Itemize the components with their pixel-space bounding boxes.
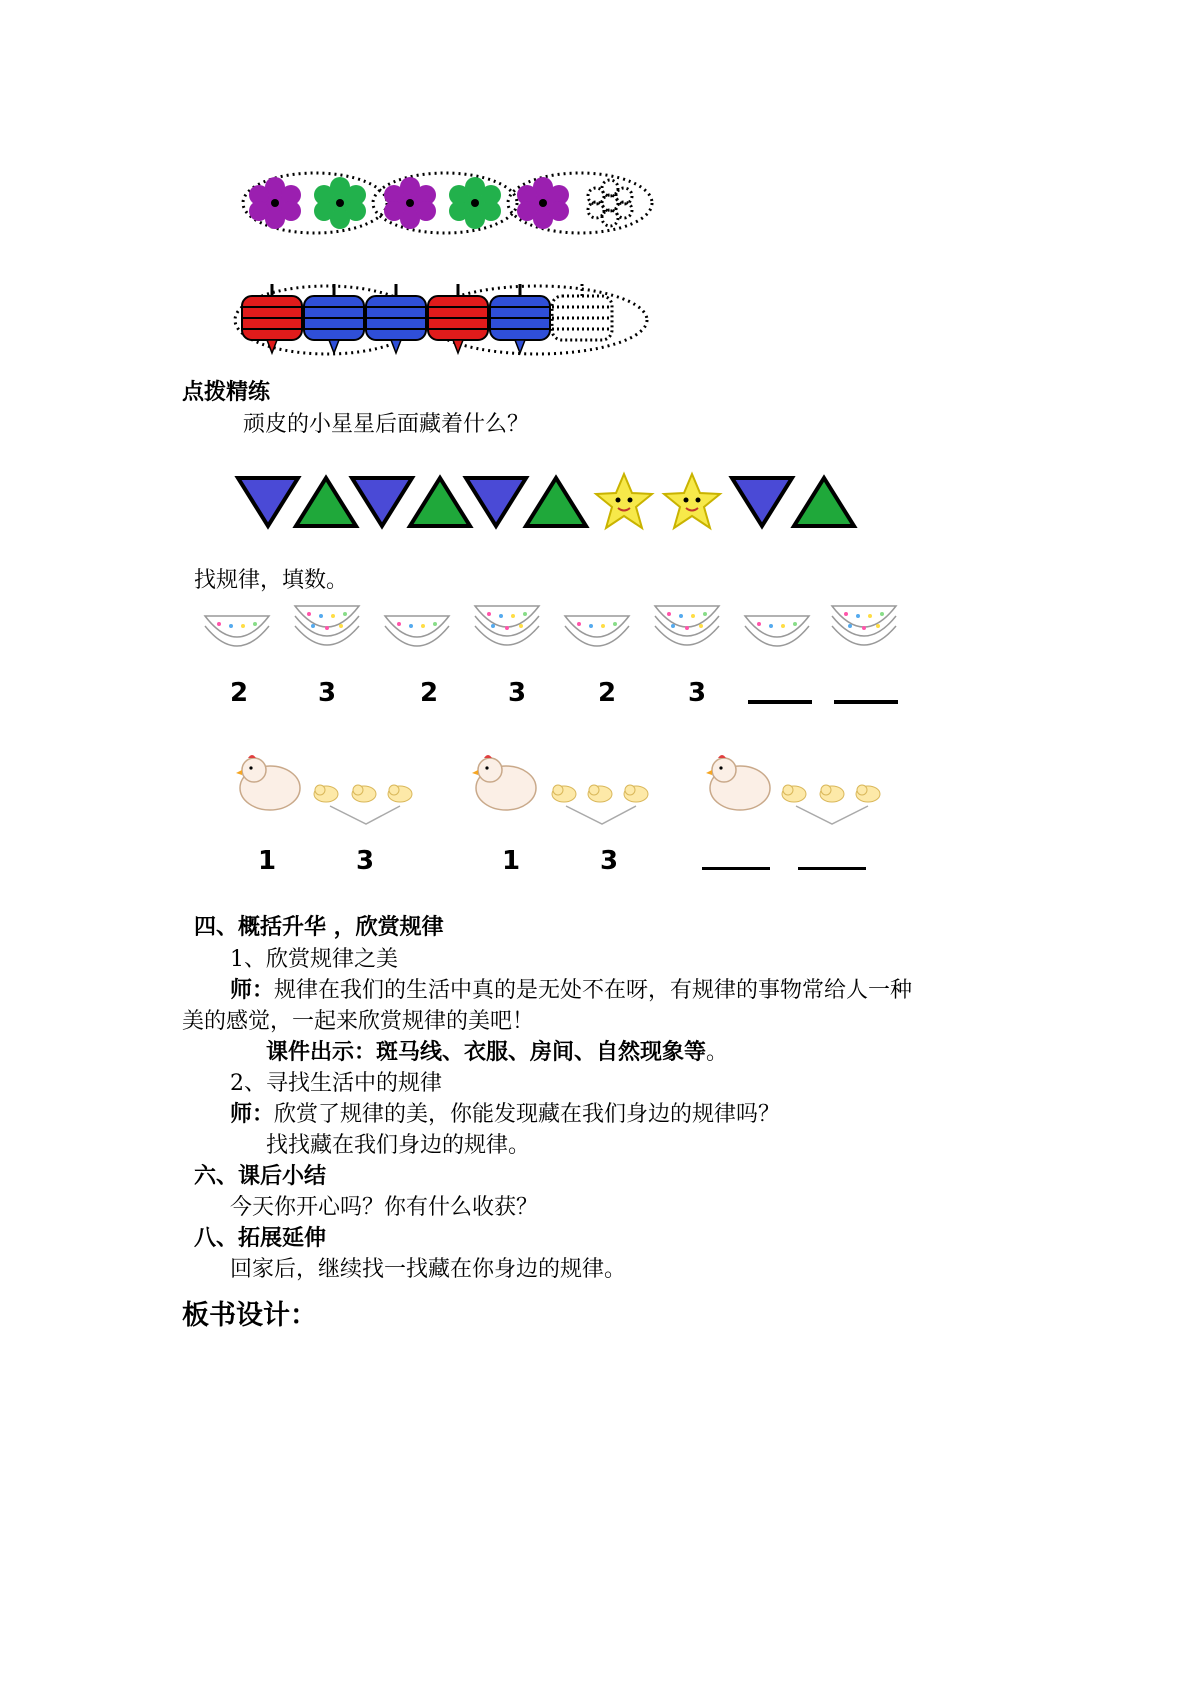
blue-top-icon [366,284,426,353]
item-find-life: 2、寻找生活中的规律 [230,1071,442,1096]
bowl-stack-two-icon [565,616,629,646]
star-question: 顽皮的小星星后面藏着什么？ [243,412,530,437]
chicken-number: 1 [502,846,521,876]
chick-icon [388,785,412,802]
find-pattern-instruction: 找规律，填数。 [194,568,349,593]
star-icon [664,474,720,528]
blue-top-icon [304,284,364,353]
summary-text: 今天你开心吗？你有什么收获？ [230,1195,539,1220]
bowl-number: 3 [688,678,707,708]
group-bracket [796,806,868,824]
answer-blank[interactable] [798,867,866,870]
dotted-top-icon [552,284,612,340]
chick-icon [352,785,376,802]
courseware-end: 。 [706,1040,729,1065]
teacher-text: 规律在我们的生活中真的是无处不在呀，有规律的事物常给人一种 [274,978,913,1003]
up-triangle-icon [794,478,854,526]
spinning-top-pattern-figure [232,278,662,358]
courseware-line [266,1038,728,1068]
item-appreciate: 1、欣赏规律之美 [230,947,398,972]
answer-blank[interactable] [702,867,770,870]
bowl-stack-two-icon [205,616,269,646]
down-triangle-icon [466,478,526,526]
red-top-icon [242,284,302,353]
chick-icon [314,785,338,802]
bowl-stack-three-icon [655,606,719,645]
hens-chicks-figure [236,752,896,832]
bowl-number: 2 [598,678,617,708]
hen-icon [472,755,536,810]
bowl-stack-two-icon [745,616,809,646]
up-triangle-icon [526,478,586,526]
chick-icon [820,785,844,802]
group-bracket [330,806,400,824]
bowl-number: 2 [230,678,249,708]
chick-icon [588,785,612,802]
extension-text: 回家后，继续找一找藏在你身边的规律。 [230,1257,627,1282]
teacher-label: 师： [230,978,275,1003]
hen-icon [706,755,770,810]
red-top-icon [428,284,488,353]
teacher-line-1 [230,976,912,1006]
down-triangle-icon [352,478,412,526]
teacher-line-2 [230,1100,780,1130]
teacher-label: 师： [230,1102,275,1127]
courseware-text: 课件出示：斑马线、衣服、房间、自然现象等 [266,1040,707,1065]
answer-blank[interactable] [748,700,812,704]
section-heading-six: 六、课后小结 [194,1164,327,1189]
flower-pattern-figure [240,168,660,238]
flower-icon [249,177,301,229]
bowl-stack-three-icon [295,606,359,645]
bowl-number: 3 [508,678,527,708]
section-heading-four: 四、概括升华 ，欣赏规律 [194,915,444,940]
chick-icon [624,785,648,802]
group-bracket [566,806,636,824]
chicken-number: 1 [258,846,277,876]
chick-icon [782,785,806,802]
down-triangle-icon [238,478,298,526]
down-triangle-icon [732,478,792,526]
star-icon [596,474,652,528]
teacher-text: 欣赏了规律的美，你能发现藏在我们身边的规律吗？ [274,1102,781,1127]
bowl-number: 2 [420,678,439,708]
section-heading-eight: 八、拓展延伸 [194,1226,327,1251]
bowl-stack-three-icon [832,606,896,645]
up-triangle-icon [296,478,356,526]
bowl-stack-two-icon [385,616,449,646]
section-heading-tibo: 点拨精练 [182,380,271,405]
bowl-stack-three-icon [475,606,539,645]
chicken-number: 3 [356,846,375,876]
chicken-number: 3 [600,846,619,876]
teacher-line-1b: 美的感觉，一起来欣赏规律的美吧！ [182,1009,535,1034]
chick-icon [552,785,576,802]
blue-top-icon [490,284,550,353]
bowl-number: 3 [318,678,337,708]
chick-icon [856,785,880,802]
board-design-heading: 板书设计： [182,1300,317,1331]
triangle-star-pattern-figure [234,468,864,534]
hen-icon [236,755,300,810]
find-around-text: 找找藏在我们身边的规律。 [266,1133,531,1158]
answer-blank[interactable] [834,700,898,704]
bowls-figure [200,598,900,660]
up-triangle-icon [410,478,470,526]
